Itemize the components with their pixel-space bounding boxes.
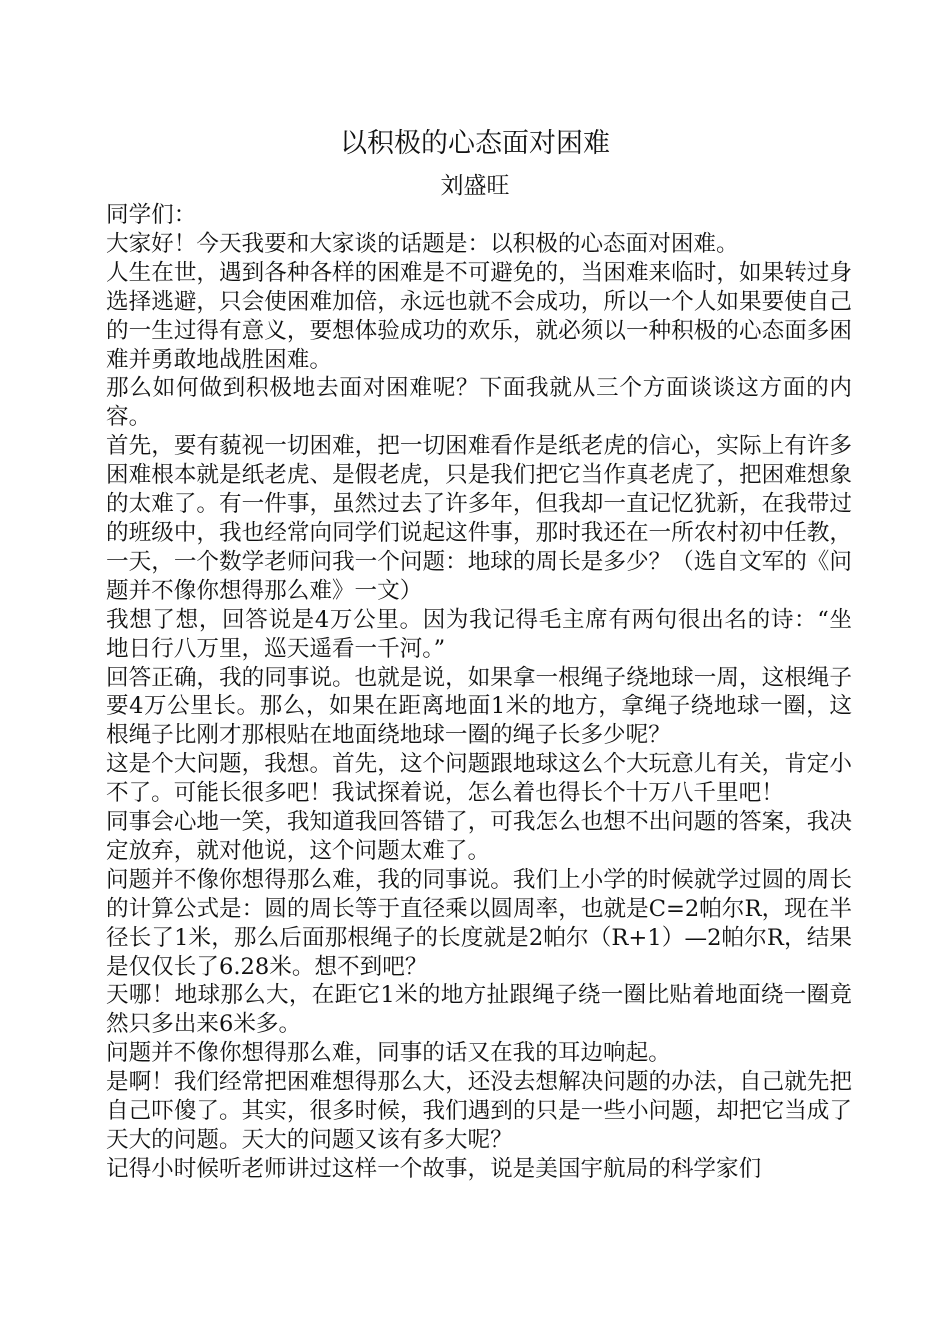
document-body (106, 201, 852, 1184)
document-title: 以积极的心态面对困难 (340, 128, 610, 159)
paragraph: 首先，要有藐视一切困难，把一切困难看作是纸老虎的信心，实际上有许多困难根本就是纸老虎、是假老虎，只是我们把它当作真老虎了，把困难想象的太难了。有一件事，虽然过去了许多年，但我却一直记忆犹新，在我带过的班级中，我也经常向同学们说起这件事，那时我还在一所农村初中任教，一天，一个数学老师问我一个问题：地球的周长是多少？（选自文军的《问题并不像你想得那么难》一文） (106, 433, 852, 604)
paragraph: 同事会心地一笑，我知道我回答错了，可我怎么也想不出问题的答案，我决定放弃，就对他说，这个问题太难了。 (106, 809, 852, 864)
paragraph: 问题并不像你想得那么难，我的同事说。我们上小学的时候就学过圆的周长的计算公式是：圆的周长等于直径乘以圆周率，也就是C=2帕尔R，现在半径长了1米，那么后面那根绳子的长度就是2帕尔（R+1）—2帕尔R，结果是仅仅长了6.28米。想不到吧？ (106, 866, 852, 980)
paragraph: 人生在世，遇到各种各样的困难是不可避免的，当困难来临时，如果转过身选择逃避，只会使困难加倍，永远也就不会成功，所以一个人如果要使自己的一生过得有意义，要想体验成功的欢乐，就必须以一种积极的心态面多困难并勇敢地战胜困难。 (106, 259, 852, 373)
paragraph: 那么如何做到积极地去面对困难呢？下面我就从三个方面谈谈这方面的内容。 (106, 375, 852, 431)
paragraph-salutation: 同学们： (106, 202, 197, 228)
paragraph-greeting: 大家好！今天我要和大家谈的话题是：以积极的心态面对困难。 (106, 230, 739, 257)
paragraph: 回答正确，我的同事说。也就是说，如果拿一根绳子绕地球一周，这根绳子要4万公里长。那么，如果在距离地面1米的地方，拿绳子绕地球一圈，这根绳子比刚才那根贴在地面绕地球一圈的绳子长多少呢？ (106, 664, 852, 749)
paragraph: 问题并不像你想得那么难，同事的话又在我的耳边响起。 (106, 1040, 671, 1067)
document-author: 刘盛旺 (440, 173, 510, 199)
paragraph: 这是个大问题，我想。首先，这个问题跟地球这么个大玩意儿有关，肯定小不了。可能长很多吧！我试探着说，怎么着也得长个十万八千里吧！ (106, 751, 852, 807)
paragraph: 天哪！地球那么大，在距它1米的地方扯跟绳子绕一圈比贴着地面绕一圈竟然只多出来6米多。 (106, 982, 852, 1038)
paragraph: 记得小时候听老师讲过这样一个故事，说是美国宇航局的科学家们 (106, 1155, 762, 1182)
paragraph: 是啊！我们经常把困难想得那么大，还没去想解决问题的办法，自己就先把自己吓傻了。其实，很多时候，我们遇到的只是一些小问题，却把它当成了天大的问题。天大的问题又该有多大呢？ (106, 1069, 852, 1153)
paragraph: 我想了想，回答说是4万公里。因为我记得毛主席有两句很出名的诗：“坐地日行八万里，巡天遥看一千河。” (106, 606, 852, 662)
